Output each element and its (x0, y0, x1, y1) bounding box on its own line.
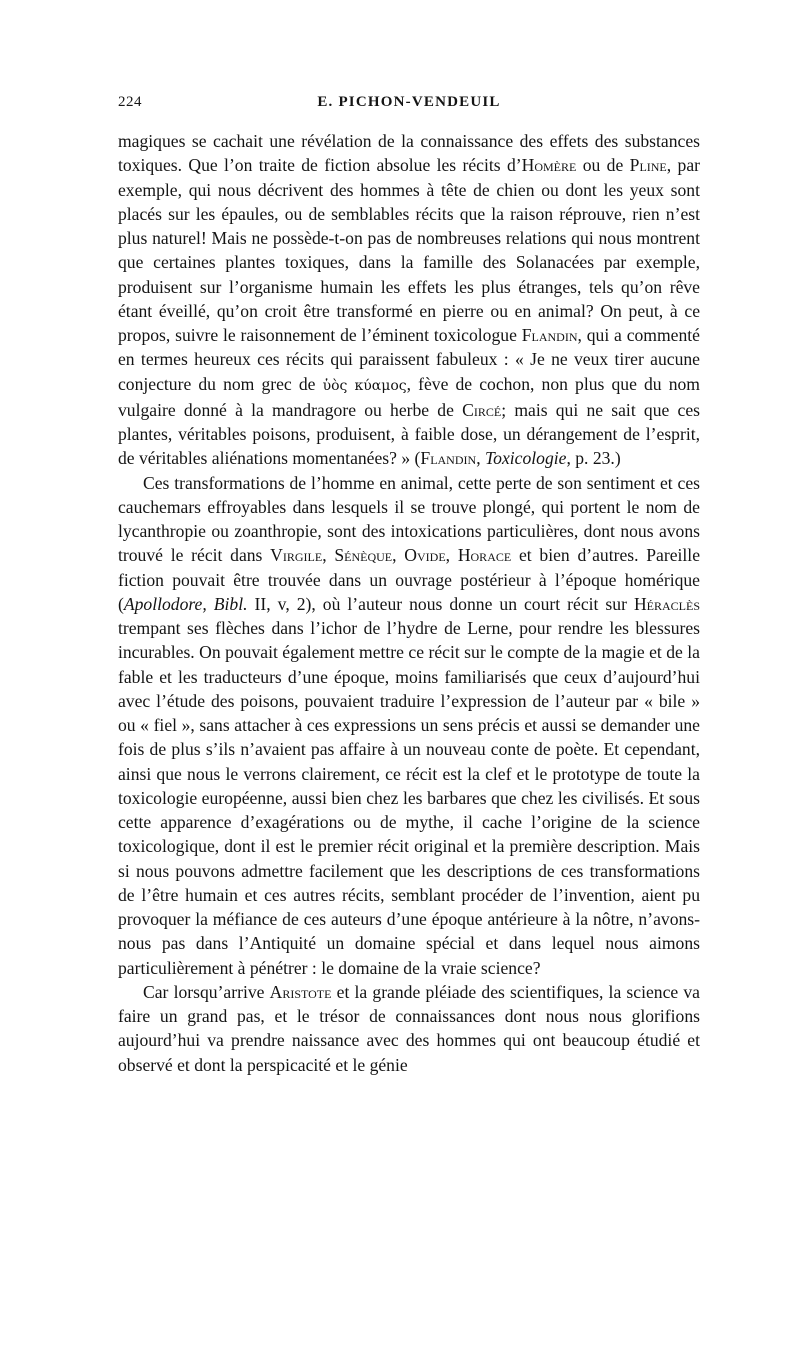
name-ovide: Ovide (404, 545, 446, 566)
greek-term: ὑὸς κύαμος (322, 377, 407, 394)
name-flandin: Flandin (521, 325, 578, 345)
name-homere: Homère (521, 155, 577, 176)
reference-apollodore: Apollodore, Bibl. (123, 593, 248, 614)
book-page (118, 94, 700, 1077)
running-head (118, 94, 700, 116)
name-circe: Circé (462, 399, 502, 420)
paragraph-2: Ces transformations de l’homme en animal, cette perte de son sentiment et ces cauchemars effroyables dans lesquels il se trouve plongé, qui portent le nom de lycanthropie ou zoanthropie, sont des intoxications particulières, dont nous avons trouvé le récit dans Virgile, Sénèque, Ovide, Horace et bien d’autres. Pareille fiction pouvait être trouvée dans un ouvrage postérieur à l’époque homérique (Apollodore, Bibl. II, v, 2), où l’auteur nous donne un court récit sur Héraclès trempant ses flèches dans l’ichor de l’hydre de Lerne, pour rendre les blessures incurables. On pouvait également mettre ce récit sur le compte de la magie et de la fable et les traducteurs d’une époque, moins familiarisés que ceux d’aujourd’hui avec l’étude des poisons, pouvaient traduire l’expression de l’auteur par « bile » ou « fiel », sans attacher à ces expressions un sens précis et aussi se demander une fois de plus s’ils n’avaient pas affaire à un nouveau conte de poète. Et cependant, ainsi que nous le verrons clairement, ce récit est la clef et le prototype de toute la toxicologie européenne, aussi bien chez les barbares que chez les civilisés. Et sous cette apparence d’exagérations ou de mythe, il cache l’origine de la science toxicologique, dont il est le premier récit original et la première description. Mais si nous pouvons admettre facilement que les descriptions de ces transformations de l’être humain et ces autres récits, semblant procéder de l’invention, aient pu provoquer la méfiance de ces auteurs d’une époque antérieure à la nôtre, n’avons-nous pas dans l’Antiquité un domaine spécial et dans lequel nous aimons particulièrement à pénétrer : le domaine de la vraie science? (118, 472, 700, 978)
name-horace: Horace (457, 545, 512, 566)
name-seneque: Sénèque (334, 545, 393, 566)
body-text (118, 129, 700, 1077)
name-pline: Pline (629, 155, 667, 176)
name-flandin-citation: Flandin (420, 448, 477, 469)
name-virgile: Virgile (270, 545, 323, 566)
running-head-author: E. PICHON-VENDEUIL (317, 94, 501, 110)
paragraph-3: Car lorsqu’arrive Aristote et la grande pléiade des scientifiques, la science va faire un grand pas, et le trésor de connaissances dont nous nous glorifions aujourd’hui va prendre naissance avec des hommes qui ont beaucoup étudié et observé et dont la perspicacité et le génie (118, 981, 700, 1075)
name-heracles: Héraclès (633, 593, 700, 614)
name-aristote: Aristote (269, 981, 332, 1002)
work-title-toxicologie: Toxicologie (484, 448, 567, 469)
paragraph-1: magiques se cachait une révélation de la connaissance des effets des substances toxiques. Que l’on traite de fiction absolue les récits d’Homère ou de Pline, par exemple, qui nous décrivent des hommes à tête de chien ou dont les yeux sont placés sur les épaules, ou de semblables récits que la raison réprouve, rien n’est plus naturel! Mais ne possède-t-on pas de nombreuses relations qui nous montrent que certaines plantes toxiques, dans la famille des Solanacées par exemple, produisent sur l’organisme humain les effets les plus étranges, tels qu’on rêve étant éveillé, qu’on croit être transformé en pierre ou en animal? On peut, à ce propos, suivre le raisonnement de l’éminent toxicologue Flandin, qui a commenté en termes heureux ces récits qui paraissent fabuleux : « Je ne veux tirer aucune conjecture du nom grec de ὑὸς κύαμος, fève de cochon, non plus que du nom vulgaire donné à la mandragore ou herbe de Circé; mais qui ne sait que ces plantes, véritables poisons, produisent, à faible dose, un dérangement de l’esprit, de véritables aliénations momentanées? » (Flandin, Toxicologie, p. 23.) (118, 131, 700, 469)
page-number: 224 (118, 94, 142, 110)
